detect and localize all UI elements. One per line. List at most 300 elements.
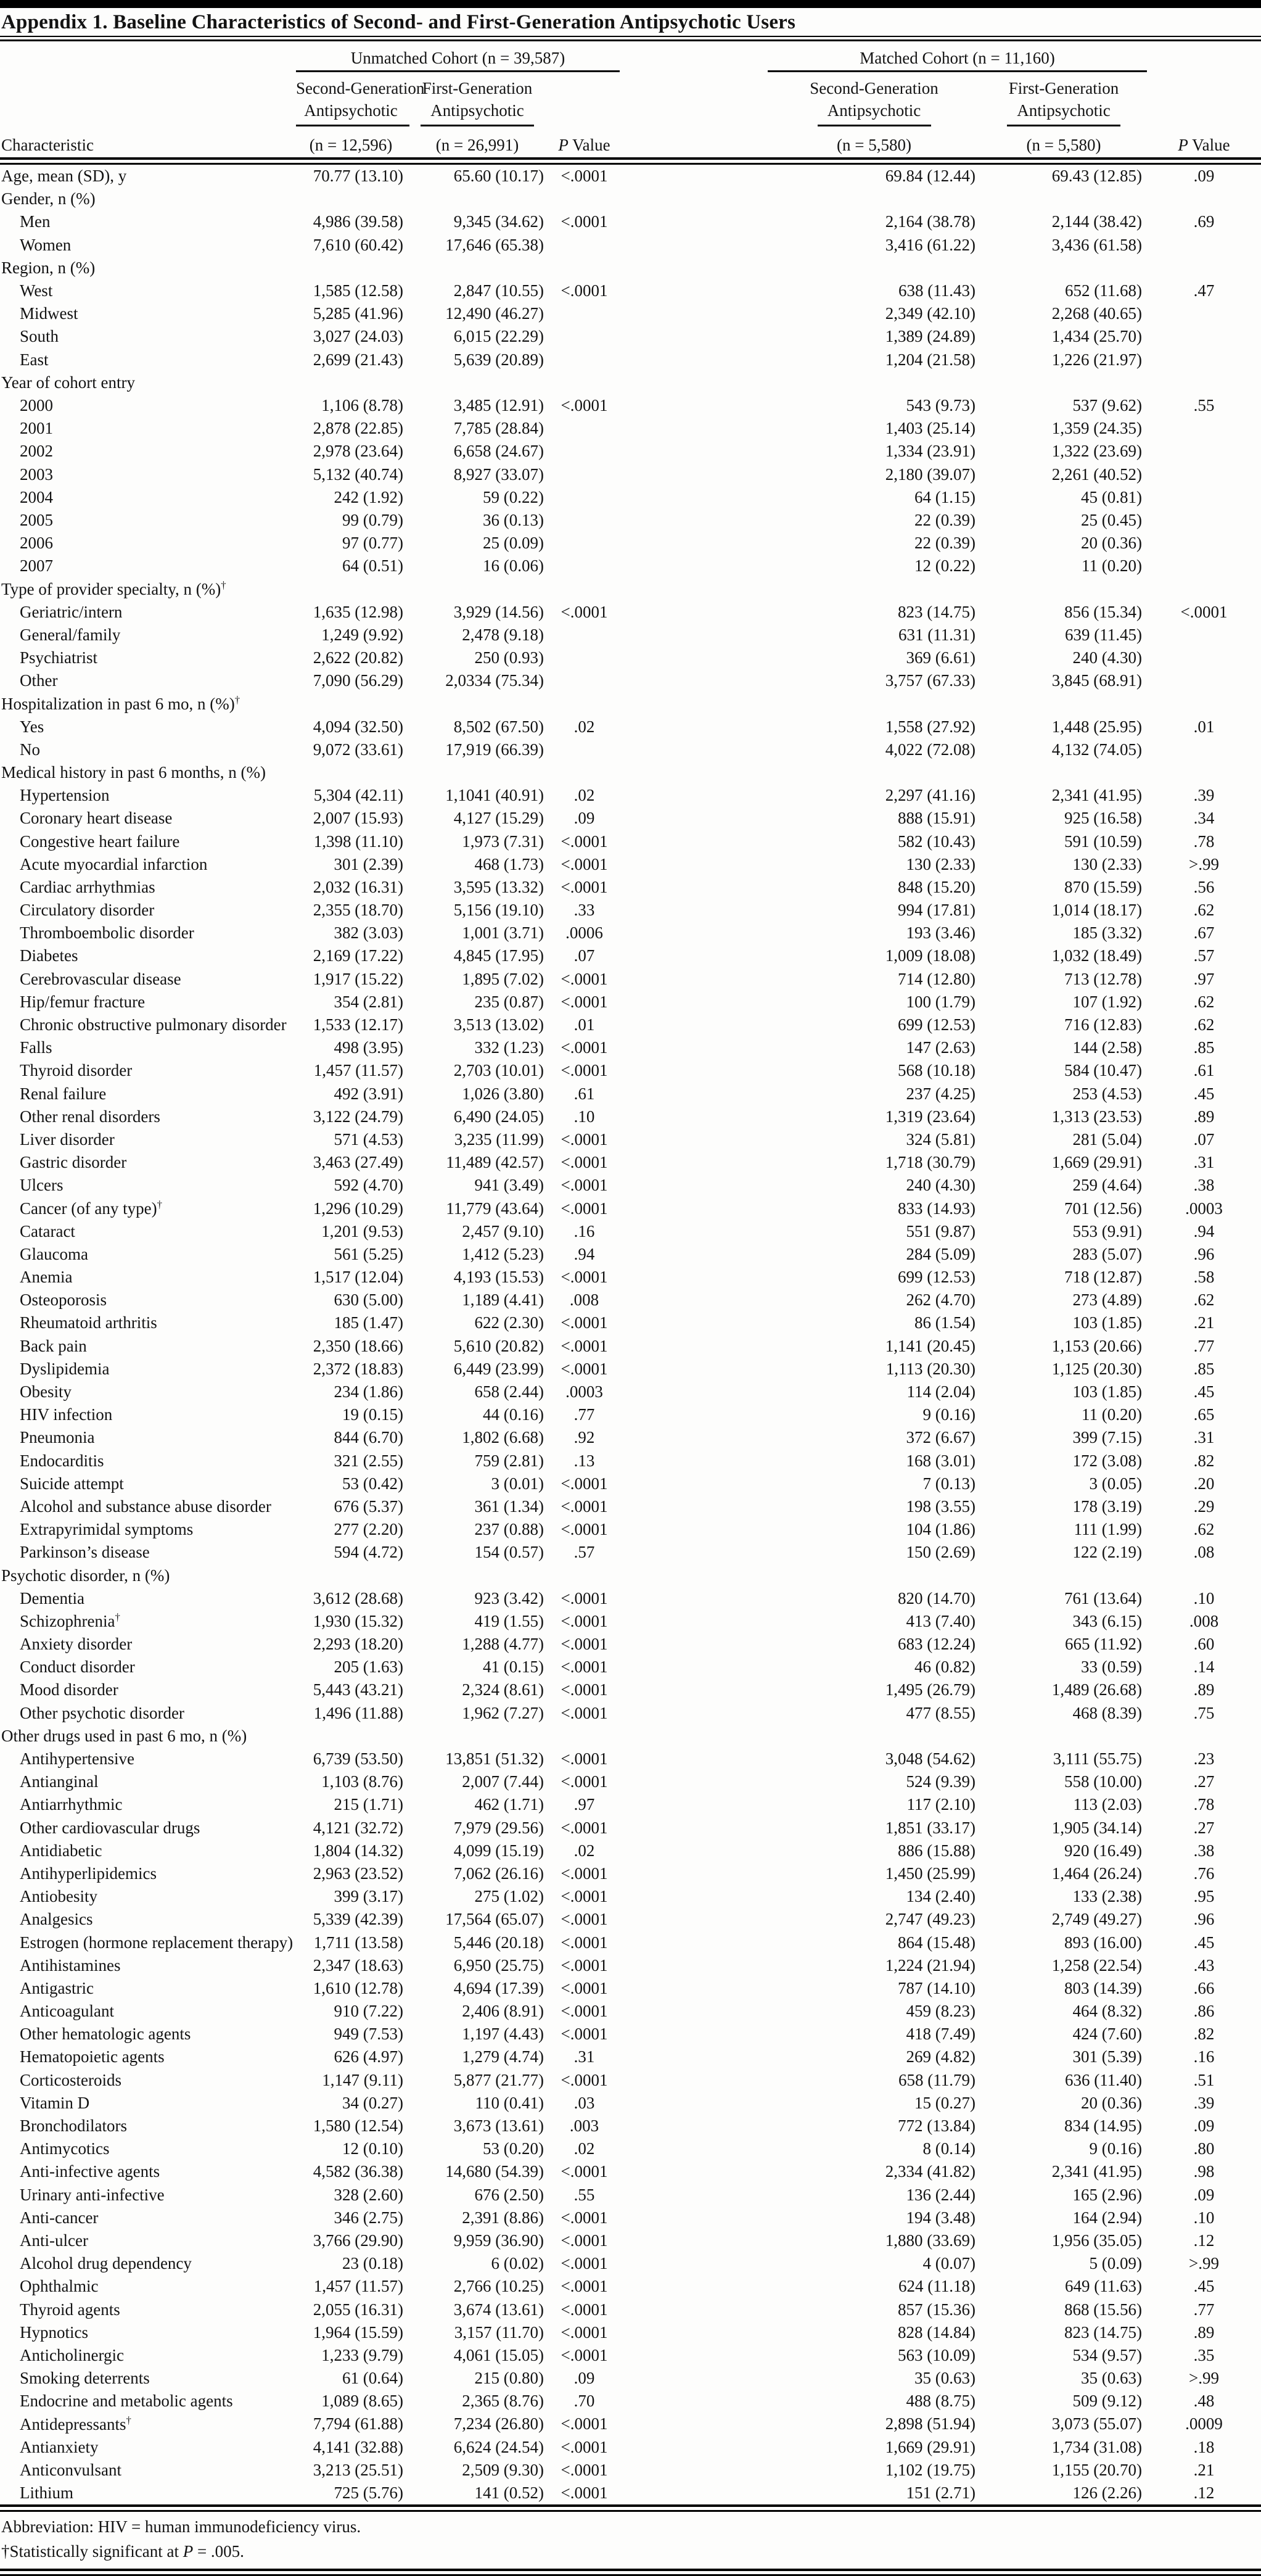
cell-p-matched: .69	[1193, 212, 1215, 231]
row-label: Diabetes	[20, 946, 78, 965]
cell-fga-unmatched: 14,680 (54.39)	[445, 2162, 544, 2181]
cell-sga-matched: 787 (14.10)	[898, 1978, 976, 1997]
section-row	[0, 257, 1261, 279]
cell-fga-matched: 665 (11.92)	[1065, 1635, 1142, 1654]
cell-fga-unmatched: 462 (1.71)	[474, 1795, 544, 1814]
cell-sga-matched: 1,403 (25.14)	[885, 419, 976, 438]
cell-p-unmatched: <.0001	[561, 1153, 608, 1172]
cell-p-matched: .77	[1193, 1336, 1215, 1355]
n-label-fga-matched: (n = 5,580)	[1026, 136, 1101, 154]
cell-p-unmatched: .31	[573, 2047, 595, 2066]
table-row	[0, 1403, 1261, 1426]
table-row	[0, 1702, 1261, 1725]
cell-p-unmatched: .92	[573, 1428, 595, 1447]
table-row	[0, 2137, 1261, 2160]
cell-sga-matched: 324 (5.81)	[906, 1129, 976, 1149]
cell-sga-unmatched: 1,517 (12.04)	[313, 1268, 403, 1287]
cell-fga-unmatched: 658 (2.44)	[474, 1382, 544, 1402]
cell-fga-unmatched: 4,061 (15.05)	[453, 2345, 544, 2364]
row-label: Renal failure	[20, 1084, 107, 1103]
cell-fga-unmatched: 759 (2.81)	[474, 1451, 544, 1470]
cell-p-unmatched: .55	[573, 2185, 595, 2204]
row-label: Antidepressants†	[20, 2414, 131, 2434]
cell-sga-unmatched: 19 (0.15)	[342, 1405, 403, 1424]
cell-fga-matched: 133 (2.38)	[1072, 1887, 1142, 1906]
cell-p-matched: .60	[1193, 1635, 1215, 1654]
cell-p-unmatched: <.0001	[561, 1359, 608, 1378]
cell-sga-matched: 2,334 (41.82)	[885, 2162, 976, 2181]
cell-fga-unmatched: 3,157 (11.70)	[454, 2322, 544, 2342]
table-row	[0, 646, 1261, 669]
cell-sga-unmatched: 1,457 (11.57)	[313, 2277, 403, 2296]
table-row	[0, 1678, 1261, 1701]
cell-p-matched: .82	[1193, 1451, 1215, 1470]
table-row	[0, 2298, 1261, 2321]
cell-fga-matched: 178 (3.19)	[1072, 1496, 1142, 1516]
cell-sga-unmatched: 5,443 (43.21)	[313, 1680, 403, 1699]
cell-sga-matched: 9 (0.16)	[922, 1405, 976, 1424]
cell-sga-unmatched: 7,794 (61.88)	[313, 2414, 403, 2434]
title-divider	[0, 36, 1261, 41]
cell-fga-matched: 20 (0.36)	[1081, 534, 1142, 553]
cell-sga-matched: 477 (8.55)	[906, 1703, 976, 1722]
cell-fga-unmatched: 1,973 (7.31)	[462, 832, 544, 851]
cell-sga-unmatched: 2,978 (23.64)	[313, 442, 403, 461]
cell-p-matched: .61	[1193, 1061, 1215, 1080]
cell-fga-matched: 281 (5.04)	[1072, 1129, 1142, 1149]
cell-p-matched: .95	[1193, 1887, 1215, 1906]
cell-fga-unmatched: 4,845 (17.95)	[453, 946, 544, 965]
cell-p-unmatched: <.0001	[561, 854, 608, 873]
table-row	[0, 1862, 1261, 1885]
row-label: Bronchodilators	[20, 2116, 127, 2136]
cell-sga-matched: 699 (12.53)	[898, 1268, 976, 1287]
cell-sga-unmatched: 99 (0.79)	[342, 510, 403, 529]
row-label: Acute myocardial infarction	[20, 854, 208, 873]
cell-fga-matched: 25 (0.45)	[1081, 510, 1142, 529]
cell-p-matched: .21	[1193, 1313, 1215, 1332]
cell-fga-unmatched: 2,457 (9.10)	[462, 1221, 544, 1241]
cell-sga-matched: 12 (0.22)	[914, 556, 976, 576]
row-label: Antihistamines	[20, 1955, 121, 1975]
cell-sga-unmatched: 1,917 (15.22)	[313, 969, 403, 988]
row-label: Antimycotics	[20, 2139, 110, 2158]
cell-fga-unmatched: 4,193 (15.53)	[453, 1268, 544, 1287]
cell-sga-matched: 147 (2.63)	[906, 1038, 976, 1057]
cell-fga-matched: 1,905 (34.14)	[1051, 1818, 1142, 1837]
table-row	[0, 1541, 1261, 1564]
cell-sga-unmatched: 12 (0.10)	[342, 2139, 403, 2158]
row-label: Other hematologic agents	[20, 2025, 191, 2044]
cell-p-unmatched: <.0001	[561, 1061, 608, 1080]
cell-fga-matched: 113 (2.03)	[1073, 1795, 1142, 1814]
table-row	[0, 1013, 1261, 1036]
cell-fga-unmatched: 3,595 (13.32)	[453, 877, 544, 896]
cell-fga-matched: 652 (11.68)	[1065, 281, 1142, 300]
cell-sga-matched: 269 (4.82)	[906, 2047, 976, 2066]
cell-p-unmatched: <.0001	[561, 1520, 608, 1539]
cell-fga-unmatched: 1,197 (4.43)	[462, 2025, 544, 2044]
cell-fga-unmatched: 13,851 (51.32)	[445, 1749, 544, 1769]
cell-p-unmatched: <.0001	[561, 1129, 608, 1149]
cell-p-matched: .09	[1193, 2116, 1215, 2136]
cell-fga-matched: 3,436 (61.58)	[1051, 235, 1142, 254]
cell-fga-unmatched: 11,489 (42.57)	[446, 1153, 544, 1172]
cell-p-matched: .43	[1193, 1955, 1215, 1975]
row-label: Gender, n (%)	[1, 189, 96, 208]
cell-fga-unmatched: 235 (0.87)	[474, 992, 544, 1011]
cell-p-matched: .45	[1193, 1382, 1215, 1402]
table-row	[0, 1518, 1261, 1541]
cell-fga-unmatched: 9,345 (34.62)	[453, 212, 544, 231]
cell-p-unmatched: .57	[573, 1543, 595, 1562]
cell-p-unmatched: <.0001	[561, 992, 608, 1011]
cell-sga-matched: 888 (15.91)	[898, 809, 976, 828]
cell-fga-unmatched: 25 (0.09)	[483, 534, 544, 553]
cell-sga-matched: 568 (10.18)	[898, 1061, 976, 1080]
cell-fga-unmatched: 3,513 (13.02)	[453, 1015, 544, 1034]
cell-fga-unmatched: 923 (3.42)	[474, 1588, 544, 1608]
cell-p-matched: .09	[1193, 2185, 1215, 2204]
cell-p-matched: .0009	[1185, 2414, 1223, 2434]
cell-sga-unmatched: 382 (3.03)	[334, 923, 403, 943]
cell-fga-matched: 803 (14.39)	[1064, 1978, 1142, 1997]
row-label: Other psychotic disorder	[20, 1703, 184, 1722]
table-row	[0, 1426, 1261, 1449]
cell-sga-unmatched: 4,121 (32.72)	[313, 1818, 403, 1837]
cell-sga-matched: 1,224 (21.94)	[885, 1955, 976, 1975]
cell-fga-matched: 1,322 (23.69)	[1051, 442, 1142, 461]
cell-sga-unmatched: 215 (1.71)	[334, 1795, 403, 1814]
cell-sga-matched: 459 (8.23)	[906, 2002, 976, 2021]
cell-fga-unmatched: 3,674 (13.61)	[453, 2300, 544, 2319]
cell-fga-matched: 33 (0.59)	[1081, 1657, 1142, 1677]
table-row	[0, 1748, 1261, 1770]
table-row	[0, 2229, 1261, 2252]
cell-fga-unmatched: 6,658 (24.67)	[453, 442, 544, 461]
cell-sga-matched: 848 (15.20)	[898, 877, 976, 896]
cell-sga-unmatched: 97 (0.77)	[342, 534, 403, 553]
cell-sga-unmatched: 1,711 (13.58)	[313, 1933, 403, 1952]
table-row	[0, 2207, 1261, 2229]
cell-fga-unmatched: 65.60 (10.17)	[453, 167, 544, 186]
cell-sga-unmatched: 242 (1.92)	[334, 487, 403, 506]
cell-fga-unmatched: 41 (0.15)	[483, 1657, 544, 1677]
cell-fga-unmatched: 1,026 (3.80)	[462, 1084, 544, 1103]
cell-sga-matched: 136 (2.44)	[906, 2185, 976, 2204]
cell-p-unmatched: <.0001	[561, 1038, 608, 1057]
cell-sga-unmatched: 592 (4.70)	[334, 1176, 403, 1195]
p-value-header-unmatched: P Value	[558, 136, 610, 154]
table-row	[0, 1059, 1261, 1082]
table-row	[0, 1381, 1261, 1403]
cell-p-matched: .38	[1193, 1176, 1215, 1195]
cell-sga-unmatched: 1,964 (15.59)	[313, 2322, 403, 2342]
cell-fga-matched: 856 (15.34)	[1064, 602, 1142, 621]
cell-fga-matched: 1,448 (25.95)	[1051, 717, 1142, 736]
row-label: Pneumonia	[20, 1428, 95, 1447]
cell-p-unmatched: .70	[573, 2392, 595, 2411]
row-label: Cerebrovascular disease	[20, 969, 181, 988]
cell-fga-matched: 259 (4.64)	[1072, 1176, 1142, 1195]
cell-sga-unmatched: 594 (4.72)	[334, 1543, 403, 1562]
cell-p-unmatched: <.0001	[561, 1496, 608, 1516]
cell-p-unmatched: <.0001	[561, 1588, 608, 1608]
col-header-sga-matched: Second-Generation Antipsychotic	[620, 77, 980, 126]
cell-p-unmatched: <.0001	[561, 1772, 608, 1791]
row-label: Anemia	[20, 1268, 73, 1287]
cell-p-unmatched: <.0001	[561, 2070, 608, 2089]
cell-p-unmatched: <.0001	[561, 2322, 608, 2342]
cell-sga-matched: 1,319 (23.64)	[885, 1107, 976, 1126]
cell-fga-unmatched: 9,959 (36.90)	[453, 2231, 544, 2250]
cell-fga-unmatched: 419 (1.55)	[474, 1611, 544, 1630]
cell-fga-unmatched: 4,099 (15.19)	[453, 1841, 544, 1860]
table-row	[0, 830, 1261, 852]
cell-p-unmatched: <.0001	[561, 2300, 608, 2319]
cell-sga-matched: 823 (14.75)	[898, 602, 976, 621]
cell-fga-unmatched: 2,406 (8.91)	[462, 2002, 544, 2021]
cell-sga-matched: 857 (15.36)	[898, 2300, 976, 2319]
cell-p-unmatched: <.0001	[561, 2345, 608, 2364]
cell-p-matched: .89	[1193, 2322, 1215, 2342]
row-label: Vitamin D	[20, 2093, 90, 2112]
cell-fga-matched: 103 (1.85)	[1072, 1313, 1142, 1332]
cell-sga-unmatched: 571 (4.53)	[334, 1129, 403, 1149]
cell-p-matched: .45	[1193, 1084, 1215, 1103]
cell-sga-unmatched: 2,355 (18.70)	[313, 901, 403, 920]
cell-fga-matched: 20 (0.36)	[1081, 2093, 1142, 2112]
cell-p-unmatched: .02	[573, 2139, 595, 2158]
cell-sga-matched: 1,334 (23.91)	[885, 442, 976, 461]
cell-sga-matched: 699 (12.53)	[898, 1015, 976, 1034]
cell-sga-matched: 833 (14.93)	[898, 1199, 976, 1218]
cell-sga-unmatched: 1,804 (14.32)	[313, 1841, 403, 1860]
cell-p-matched: .27	[1193, 1818, 1215, 1837]
cell-fga-unmatched: 141 (0.52)	[474, 2483, 544, 2503]
table-row	[0, 853, 1261, 876]
cell-fga-matched: 185 (3.32)	[1072, 923, 1142, 943]
cell-p-matched: .45	[1193, 2277, 1215, 2296]
cell-p-matched: .39	[1193, 2093, 1215, 2112]
cell-fga-unmatched: 2,324 (8.61)	[462, 1680, 544, 1699]
cell-p-unmatched: <.0001	[561, 1887, 608, 1906]
cell-p-unmatched: <.0001	[561, 1955, 608, 1975]
cell-fga-unmatched: 468 (1.73)	[474, 854, 544, 873]
cell-fga-matched: 4,132 (74.05)	[1051, 740, 1142, 759]
section-row	[0, 1564, 1261, 1587]
cell-fga-matched: 558 (10.00)	[1064, 1772, 1142, 1791]
table-row	[0, 1656, 1261, 1678]
row-label: Rheumatoid arthritis	[20, 1313, 157, 1332]
cell-fga-unmatched: 2,766 (10.25)	[453, 2277, 544, 2296]
cell-sga-matched: 151 (2.71)	[906, 2483, 976, 2503]
unmatched-cohort-header: Unmatched Cohort (n = 39,587)	[296, 49, 620, 72]
cell-sga-unmatched: 2,963 (23.52)	[313, 1864, 403, 1883]
cell-p-matched: .77	[1193, 2300, 1215, 2319]
table-row	[0, 325, 1261, 348]
cell-sga-matched: 1,450 (25.99)	[885, 1864, 976, 1883]
cell-sga-matched: 284 (5.09)	[906, 1244, 976, 1263]
row-label: Geriatric/intern	[20, 602, 123, 621]
cell-p-unmatched: <.0001	[561, 1703, 608, 1722]
cell-fga-matched: 107 (1.92)	[1072, 992, 1142, 1011]
table-row	[0, 210, 1261, 233]
cell-p-matched: .82	[1193, 2025, 1215, 2044]
table-row	[0, 2413, 1261, 2435]
cell-p-unmatched: .003	[569, 2116, 599, 2136]
row-label: General/family	[20, 625, 121, 644]
cell-p-unmatched: <.0001	[561, 2231, 608, 2250]
cell-p-matched: .23	[1193, 1749, 1215, 1769]
cell-fga-unmatched: 676 (2.50)	[474, 2185, 544, 2204]
row-label: HIV infection	[20, 1405, 113, 1424]
table-row	[0, 2046, 1261, 2068]
cell-p-unmatched: <.0001	[561, 877, 608, 896]
cell-fga-matched: 925 (16.58)	[1064, 809, 1142, 828]
cell-fga-unmatched: 12,490 (46.27)	[445, 304, 544, 323]
cell-p-matched: .85	[1193, 1359, 1215, 1378]
table-row	[0, 349, 1261, 371]
cell-p-unmatched: .09	[573, 809, 595, 828]
cell-fga-matched: 1,258 (22.54)	[1051, 1955, 1142, 1975]
cell-p-matched: .0003	[1185, 1199, 1223, 1218]
row-label: Gastric disorder	[20, 1153, 127, 1172]
cell-sga-unmatched: 2,699 (21.43)	[313, 350, 403, 369]
cell-p-unmatched: <.0001	[561, 1635, 608, 1654]
cell-sga-unmatched: 1,457 (11.57)	[313, 1061, 403, 1080]
table-row	[0, 1977, 1261, 2000]
table-row	[0, 2184, 1261, 2207]
cell-sga-unmatched: 1,103 (8.76)	[321, 1772, 403, 1791]
cell-sga-unmatched: 1,580 (12.54)	[313, 2116, 403, 2136]
spacer	[1147, 77, 1261, 126]
cell-sga-unmatched: 3,463 (27.49)	[313, 1153, 403, 1172]
row-label: Other	[20, 671, 58, 690]
table-row	[0, 1289, 1261, 1311]
cell-sga-matched: 714 (12.80)	[898, 969, 976, 988]
cell-fga-matched: 424 (7.60)	[1072, 2025, 1142, 2044]
cell-sga-matched: 194 (3.48)	[906, 2208, 976, 2227]
row-label: Chronic obstructive pulmonary disorder	[20, 1015, 287, 1034]
cell-sga-matched: 2,898 (51.94)	[885, 2414, 976, 2434]
row-label: 2000	[20, 395, 53, 415]
cell-fga-matched: 240 (4.30)	[1072, 648, 1142, 667]
cell-sga-matched: 4,022 (72.08)	[885, 740, 976, 759]
cell-sga-unmatched: 561 (5.25)	[334, 1244, 403, 1263]
n-label-sga-matched: (n = 5,580)	[837, 136, 911, 154]
cell-p-matched: >.99	[1189, 2369, 1219, 2388]
row-label: Year of cohort entry	[1, 373, 135, 392]
row-label: Cancer (of any type)†	[20, 1199, 163, 1218]
cell-fga-matched: 553 (9.91)	[1072, 1221, 1142, 1241]
row-label: Anti-cancer	[20, 2208, 99, 2227]
table-row	[0, 1220, 1261, 1243]
cell-sga-matched: 488 (8.75)	[906, 2392, 976, 2411]
cell-sga-matched: 683 (12.24)	[898, 1635, 976, 1654]
table-row	[0, 302, 1261, 325]
cell-p-matched: .01	[1193, 717, 1215, 736]
cell-fga-matched: 273 (4.89)	[1072, 1290, 1142, 1310]
cell-fga-unmatched: 17,564 (65.07)	[445, 1910, 544, 1929]
cell-sga-matched: 134 (2.40)	[906, 1887, 976, 1906]
cell-p-unmatched: <.0001	[561, 167, 608, 186]
cell-fga-matched: 399 (7.15)	[1072, 1428, 1142, 1447]
cell-sga-unmatched: 1,610 (12.78)	[313, 1978, 403, 1997]
cell-p-unmatched: .02	[573, 786, 595, 805]
col-header-rule	[818, 125, 931, 126]
cell-fga-unmatched: 1,189 (4.41)	[462, 1290, 544, 1310]
cell-fga-matched: 2,144 (38.42)	[1051, 212, 1142, 231]
cell-fga-unmatched: 2,703 (10.01)	[453, 1061, 544, 1080]
cell-fga-unmatched: 1,279 (4.74)	[462, 2047, 544, 2066]
cell-p-unmatched: .07	[573, 946, 595, 965]
table-row	[0, 1885, 1261, 1908]
row-label: Glaucoma	[20, 1244, 88, 1263]
cell-fga-unmatched: 622 (2.30)	[474, 1313, 544, 1332]
table-row	[0, 1839, 1261, 1862]
cell-fga-unmatched: 2,391 (8.86)	[462, 2208, 544, 2227]
table-row	[0, 1335, 1261, 1358]
cell-sga-matched: 638 (11.43)	[898, 281, 976, 300]
cell-fga-unmatched: 941 (3.49)	[474, 1176, 544, 1195]
table-row	[0, 2115, 1261, 2137]
row-label: Circulatory disorder	[20, 901, 155, 920]
cell-fga-matched: 1,359 (24.35)	[1051, 419, 1142, 438]
row-label: Smoking deterrents	[20, 2369, 150, 2388]
cell-p-unmatched: <.0001	[561, 1680, 608, 1699]
table-row	[0, 1587, 1261, 1610]
cell-fga-matched: 509 (9.12)	[1072, 2392, 1142, 2411]
cell-fga-matched: 2,261 (40.52)	[1051, 464, 1142, 484]
cell-p-matched: .08	[1193, 1543, 1215, 1562]
cell-sga-matched: 563 (10.09)	[898, 2345, 976, 2364]
table-row	[0, 738, 1261, 761]
table-row	[0, 807, 1261, 830]
abbreviation-note: Abbreviation: HIV = human immunodeficiency virus.	[1, 2517, 361, 2537]
cell-p-unmatched: <.0001	[561, 1657, 608, 1677]
cell-p-matched: .89	[1193, 1680, 1215, 1699]
row-label: Cardiac arrhythmias	[20, 877, 155, 896]
cell-sga-matched: 418 (7.49)	[906, 2025, 976, 2044]
p-value-header-matched: P Value	[1178, 136, 1230, 154]
cell-sga-matched: 864 (15.48)	[898, 1933, 976, 1952]
table-row	[0, 876, 1261, 899]
cell-sga-matched: 22 (0.39)	[914, 534, 976, 553]
cell-fga-unmatched: 7,062 (26.16)	[453, 1864, 544, 1883]
cell-sga-unmatched: 2,055 (16.31)	[313, 2300, 403, 2319]
cell-p-unmatched: <.0001	[561, 2002, 608, 2021]
cell-p-matched: .48	[1193, 2392, 1215, 2411]
cell-fga-matched: 1,313 (23.53)	[1051, 1107, 1142, 1126]
cell-fga-matched: 639 (11.45)	[1065, 625, 1142, 644]
table-row	[0, 1908, 1261, 1931]
cell-p-unmatched: <.0001	[561, 2254, 608, 2273]
bottom-rule	[0, 2569, 1261, 2576]
cell-p-matched: .47	[1193, 281, 1215, 300]
row-label: Age, mean (SD), y	[1, 167, 127, 186]
cell-fga-matched: 144 (2.58)	[1072, 1038, 1142, 1057]
cell-sga-unmatched: 354 (2.81)	[334, 992, 403, 1011]
cell-p-unmatched: <.0001	[561, 1749, 608, 1769]
cell-p-matched: .62	[1193, 901, 1215, 920]
row-label: Region, n (%)	[1, 258, 96, 277]
cell-sga-matched: 3,416 (61.22)	[885, 235, 976, 254]
cell-p-unmatched: <.0001	[561, 1176, 608, 1195]
cell-p-unmatched: .97	[573, 1795, 595, 1814]
row-label: Hypertension	[20, 786, 110, 805]
cell-fga-unmatched: 6 (0.02)	[491, 2254, 544, 2273]
